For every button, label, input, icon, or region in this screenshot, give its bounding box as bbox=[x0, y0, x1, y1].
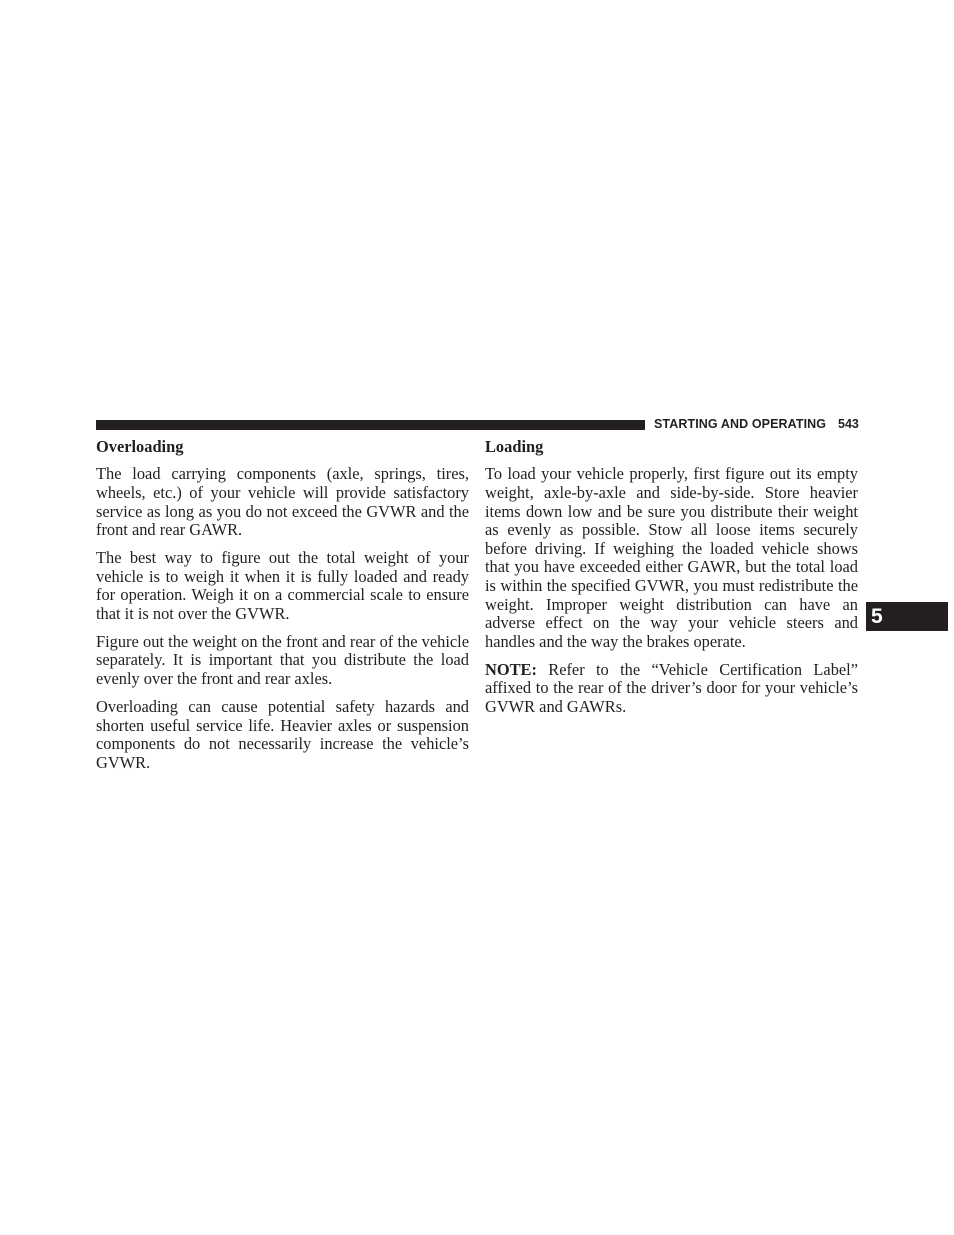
note-label: NOTE: bbox=[485, 659, 537, 679]
chapter-number: 5 bbox=[871, 605, 883, 628]
paragraph: To load your vehicle properly, first figure out its empty weight, axle-by-axle and side-by-side. Store heavier items down low and be sure you distribute their weight as evenly as possible. Stow all loose items securely before driving. If weighing the loaded vehicle shows that you have exceeded either GAWR, but the total load is within the specified GVWR, you must redistribute the weight. Improper weight distribution can have an adverse effect on the way your vehicle steers and handles and the way the brakes operate. bbox=[485, 464, 858, 651]
section-heading-loading: Loading bbox=[485, 437, 544, 456]
left-column bbox=[96, 438, 469, 782]
note-text: Refer to the “Vehicle Certification Label” affixed to the rear of the driver’s door for your vehicle’s GVWR and GAWRs. bbox=[485, 659, 858, 716]
header-rule bbox=[96, 420, 645, 430]
running-header-section-title: STARTING AND OPERATING bbox=[654, 417, 827, 431]
chapter-tab bbox=[866, 602, 948, 631]
page-number: 543 bbox=[838, 417, 859, 431]
note-paragraph bbox=[485, 661, 858, 717]
right-column bbox=[485, 438, 858, 726]
paragraph: The best way to figure out the total weight of your vehicle is to weigh it when it is fully loaded and ready for operation. Weigh it on a commercial scale to ensure that it is not over the GVWR. bbox=[96, 548, 469, 623]
section-heading-overloading: Overloading bbox=[96, 437, 184, 456]
paragraph: Overloading can cause potential safety hazards and shorten useful service life. Heavier axles or suspension components do not necessarily increase the vehicle’s GVWR. bbox=[96, 696, 469, 772]
paragraph: Figure out the weight on the front and rear of the vehicle separately. It is important that you distribute the load evenly over the front and rear axles. bbox=[96, 631, 469, 689]
paragraph: The load carrying components (axle, springs, tires, wheels, etc.) of your vehicle will provide satisfactory service as long as you do not exceed the GVWR and the front and rear GAWR. bbox=[96, 464, 469, 540]
